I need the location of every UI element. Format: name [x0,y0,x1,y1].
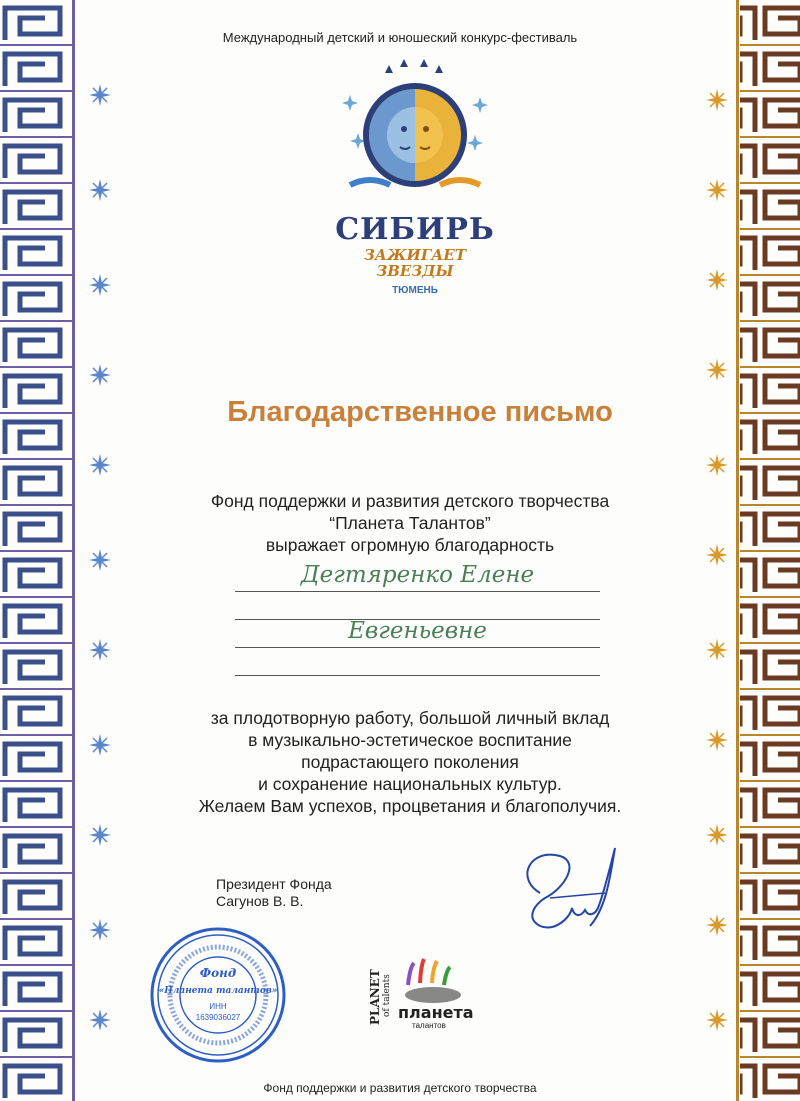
left-ornament-border [0,0,120,1101]
logo-subtitle-1: ЗАЖИГАЕТ [363,246,467,264]
underline [235,675,600,676]
festival-logo [330,55,500,296]
underline [235,647,600,648]
logo-city: ТЮМЕНЬ [392,285,438,296]
planet-of-talents-logo [368,955,474,1035]
underline [235,591,600,592]
intro-line: Фонд поддержки и развития детского творчества [210,491,610,511]
intro-line: “Планета Талантов” [329,513,491,533]
stamp-center-line-2: «Планета талантов» [158,986,278,996]
planet-sub-text: of talents [382,974,392,1017]
intro-text [150,490,670,556]
planet-vertical-text: PLANET [368,969,382,1025]
planet-small-text: талантов [412,1021,446,1030]
letter-title: Благодарственное письмо [227,396,613,428]
footer-text: Фонд поддержки и развития детского творчества [263,1081,537,1095]
signatory-role: Президент Фонда [216,876,332,892]
gratitude-text [150,707,670,817]
handwritten-signature [510,838,620,938]
official-stamp [148,925,288,1065]
right-ornament-border [700,0,800,1101]
body-line: в музыкально-эстетическое воспитание [248,730,572,750]
logo-title: СИБИРЬ [335,212,495,247]
stamp-inn: 1639036027 [195,1013,241,1022]
signatory-block [216,876,332,910]
stamp-center-line-1: Фонд [199,966,237,980]
sun-moon-emblem-icon [330,55,500,205]
signatory-name: Сагунов В. В. [216,893,304,909]
body-line: и сохранение национальных культур. [258,774,562,794]
paint-splashes-icon [398,955,468,1005]
body-line: Желаем Вам успехов, процветания и благополучия. [198,796,622,816]
intro-line: выражает огромную благодарность [265,535,555,555]
stamp-inn-label: ИНН [209,1002,227,1011]
planet-main-text: планета [398,1003,474,1022]
logo-subtitle-2: ЗВЕЗДЫ [376,262,454,280]
festival-header: Международный детский и юношеский конкурс-фестиваль [222,30,578,45]
body-line: за плодотворную работу, большой личный вклад [210,708,610,728]
body-line: подрастающего поколения [301,752,519,772]
recipient-surname-name: Дегтяренко Елене [300,562,535,588]
recipient-patronymic: Евгеньевне [348,618,487,644]
